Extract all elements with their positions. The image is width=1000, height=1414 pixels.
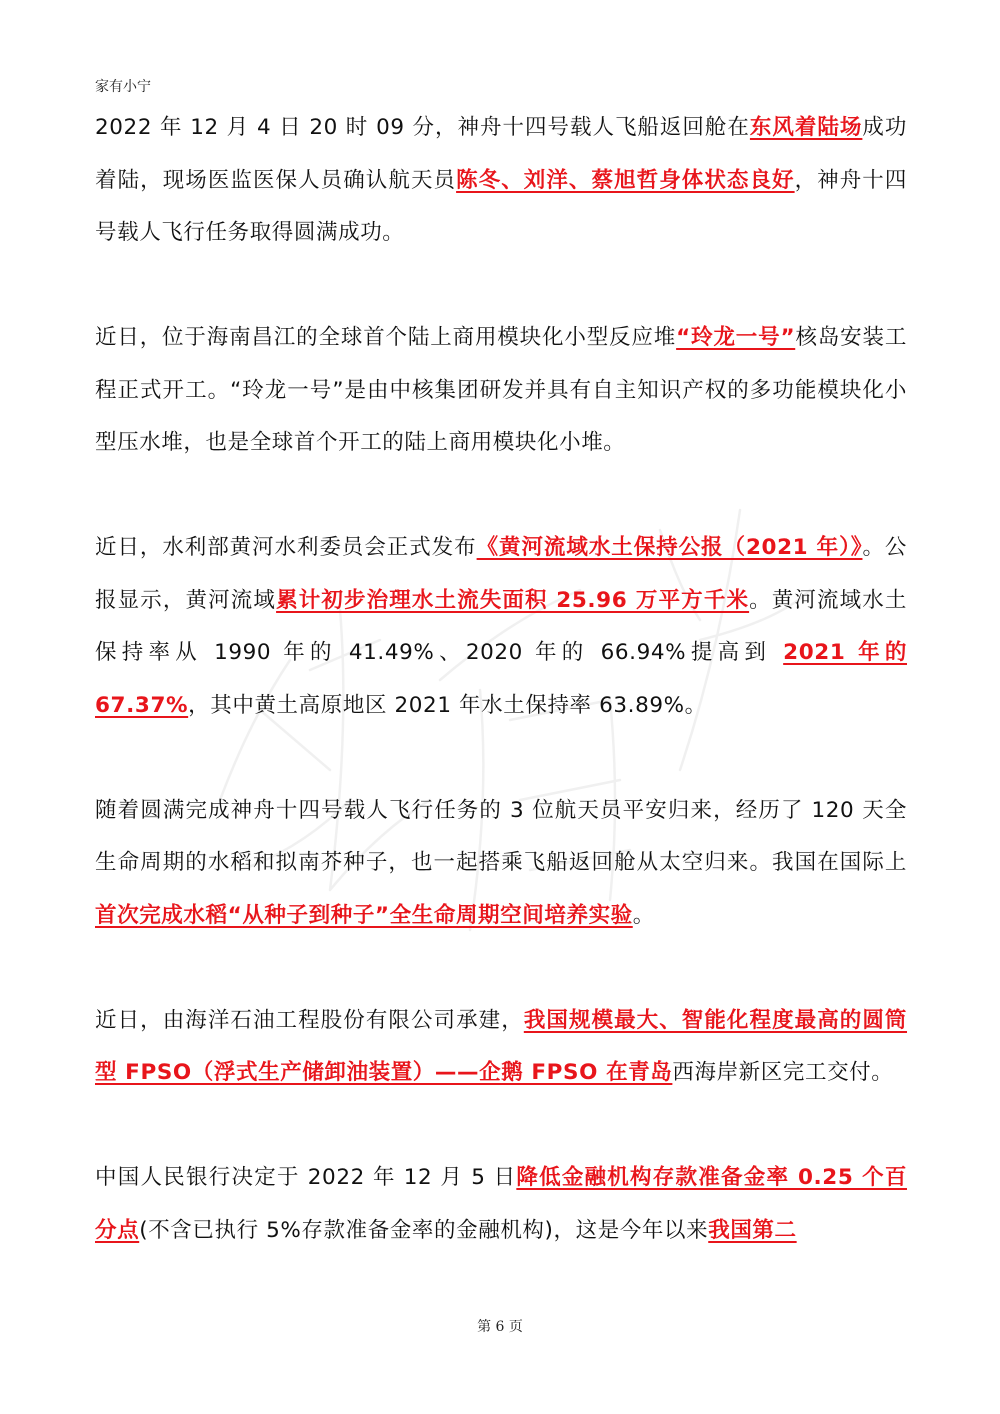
news-paragraph-1 xyxy=(95,102,907,260)
highlighted-text: 首次完成水稻“从种子到种子”全生命周期空间培养实验 xyxy=(95,902,633,928)
highlighted-text: “玲龙一号” xyxy=(676,325,796,350)
body-text: 2022 年 12 月 4 日 20 时 09 分，神舟十四号载人飞船返回舱在 xyxy=(95,115,750,140)
highlighted-text: 东风着陆场 xyxy=(749,115,863,140)
news-paragraph-5 xyxy=(95,995,907,1100)
highlighted-text: 降低金融机构存款准备金率 0.25 个百分点 xyxy=(95,1165,907,1243)
body-text: 近日，水利部黄河水利委员会正式发布 xyxy=(95,535,477,560)
body-text: (不含已执行 5%存款准备金率的金融机构)，这是今年以来 xyxy=(139,1217,709,1243)
highlighted-text: 我国第二 xyxy=(708,1217,797,1243)
body-text: 西海岸新区完工交付。 xyxy=(672,1060,894,1085)
body-text: 核岛安装工程正式开工。“玲龙一号”是由中核集团研发并具有自主知识产权的多功能模块化小型压水堆，也是全球首个开工的陆上商用模块化小堆。 xyxy=(95,325,907,455)
highlighted-text: 陈冬、刘洋、蔡旭哲身体状态良好 xyxy=(456,167,795,193)
page-header: 家有小宁 xyxy=(95,79,151,95)
body-text: 。黄河流域水土保持率从 1990 年的 41.49%、2020 年的 66.94%提高到 xyxy=(95,587,907,665)
document-body xyxy=(95,102,907,1310)
news-paragraph-6 xyxy=(95,1152,907,1257)
body-text: 近日，由海洋石油工程股份有限公司承建， xyxy=(95,1007,524,1033)
highlighted-text: 《黄河流域水土保持公报（2021 年）》 xyxy=(476,535,863,560)
body-text: 成功着陆，现场医监医保人员确认航天员 xyxy=(95,115,907,193)
body-text: 近日，位于海南昌江的全球首个陆上商用模块化小型反应堆 xyxy=(95,325,677,350)
highlighted-text: 累计初步治理水土流失面积 25.96 万平方千米 xyxy=(276,587,750,613)
news-paragraph-2 xyxy=(95,312,907,470)
body-text: ，神舟十四号载人飞行任务取得圆满成功。 xyxy=(95,167,907,245)
body-text: ，其中黄土高原地区 2021 年水土保持率 63.89%。 xyxy=(188,692,707,718)
news-paragraph-4 xyxy=(95,785,907,943)
body-text: 中国人民银行决定于 2022 年 12 月 5 日 xyxy=(95,1165,517,1190)
highlighted-text: 2021 年的 67.37% xyxy=(95,640,907,718)
page-number: 第 6 页 xyxy=(477,1319,523,1335)
body-text: 。 xyxy=(632,902,655,928)
body-text: 随着圆满完成神舟十四号载人飞行任务的 3 位航天员平安归来，经历了 120 天全生命周期的水稻和拟南芥种子，也一起搭乘飞船返回舱从太空归来。我国在国际上 xyxy=(95,797,907,875)
body-text: 。公报显示，黄河流域 xyxy=(95,535,908,613)
highlighted-text: 我国规模最大、智能化程度最高的圆筒型 FPSO（浮式生产储卸油装置）——企鹅 FPSO 在青岛 xyxy=(95,1007,908,1085)
news-paragraph-3 xyxy=(95,522,907,732)
